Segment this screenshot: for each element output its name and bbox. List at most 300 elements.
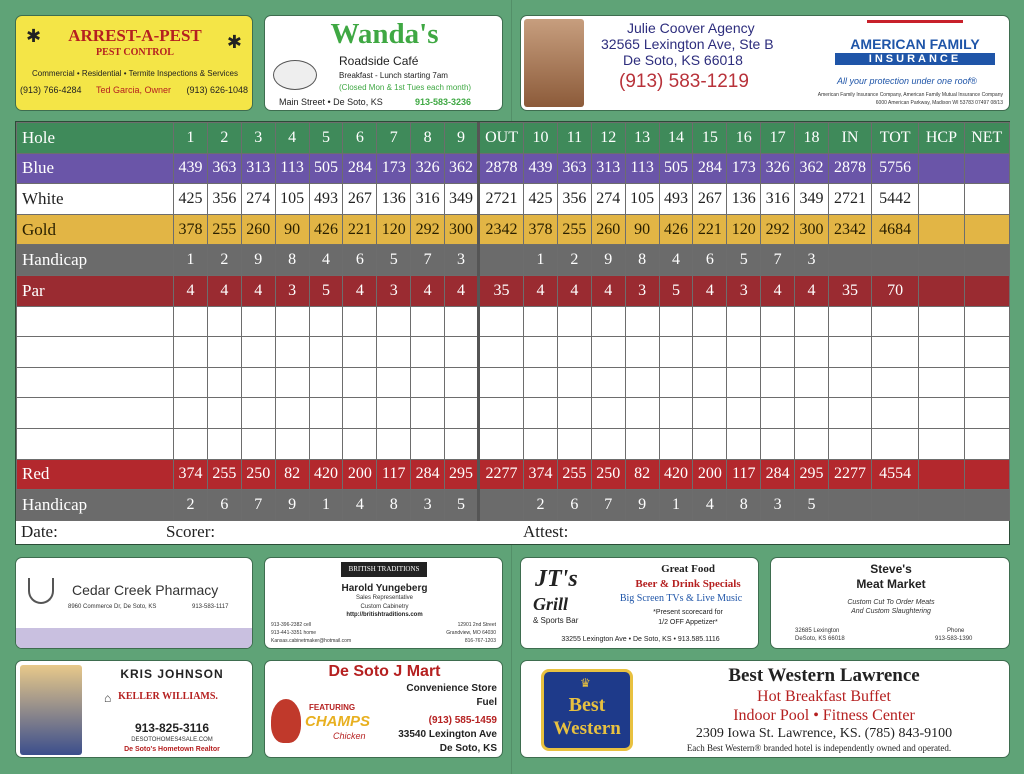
score-cell: 267	[343, 184, 377, 215]
ad-wandas	[264, 15, 503, 111]
score-entry-cell[interactable]	[445, 337, 479, 368]
score-entry-cell[interactable]	[964, 306, 1009, 337]
score-entry-cell[interactable]	[872, 306, 919, 337]
score-cell: 7	[377, 123, 411, 154]
score-entry-cell[interactable]	[625, 306, 659, 337]
ad-logo: JT's	[535, 566, 578, 592]
score-cell: 15	[693, 123, 727, 154]
score-entry-cell[interactable]	[174, 306, 208, 337]
score-cell: 4	[275, 123, 309, 154]
ad-logo: CHAMPS	[305, 713, 371, 730]
ad-phone: 913-583-3236	[415, 97, 472, 107]
ad-logo-sub: Chicken	[333, 731, 366, 741]
agency-street: 32565 Lexington Ave, Ste B	[601, 36, 774, 52]
score-cell	[872, 245, 919, 276]
score-entry-cell[interactable]	[872, 428, 919, 459]
score-cell: 3	[275, 275, 309, 306]
ad-title: Harold Yungeberg	[341, 583, 428, 594]
score-entry-cell[interactable]	[174, 428, 208, 459]
score-entry-cell[interactable]	[377, 337, 411, 368]
score-entry-cell[interactable]	[411, 367, 445, 398]
score-entry-cell[interactable]	[919, 428, 964, 459]
row-player	[17, 367, 1010, 398]
row-label: Par	[17, 275, 174, 306]
score-cell: 2	[174, 490, 208, 521]
score-entry-cell[interactable]	[207, 337, 241, 368]
ad-featuring: FEATURING	[309, 703, 356, 712]
scorer-label: Scorer:	[166, 522, 216, 541]
score-cell: 2342	[828, 214, 871, 245]
score-cell: 2	[207, 245, 241, 276]
brand-name: AMERICAN FAMILY	[850, 36, 980, 52]
score-cell: 284	[411, 459, 445, 490]
score-cell: 356	[207, 184, 241, 215]
score-cell: 6	[343, 245, 377, 276]
ad-phone: (913) 585-1459	[428, 715, 497, 726]
score-entry-cell[interactable]	[872, 337, 919, 368]
score-entry-cell[interactable]	[411, 428, 445, 459]
ad-brand: KELLER WILLIAMS.	[118, 691, 218, 702]
ant-icon: ✱	[226, 32, 242, 52]
score-entry-cell[interactable]	[377, 428, 411, 459]
score-cell: 200	[693, 459, 727, 490]
score-entry-cell[interactable]	[241, 398, 275, 429]
row-label: Hole	[17, 123, 174, 154]
score-cell	[964, 214, 1009, 245]
score-entry-cell[interactable]	[964, 337, 1009, 368]
score-cell: 4	[557, 275, 591, 306]
score-entry-cell[interactable]	[343, 306, 377, 337]
score-entry-cell[interactable]	[377, 367, 411, 398]
score-cell: 136	[727, 184, 761, 215]
score-entry-cell[interactable]	[693, 306, 727, 337]
score-entry-cell[interactable]	[828, 367, 871, 398]
ad-cell: 913-396-2382 cell	[271, 622, 312, 628]
score-cell	[919, 275, 964, 306]
score-cell: 374	[174, 459, 208, 490]
score-cell: 313	[591, 153, 625, 184]
score-entry-cell[interactable]	[343, 398, 377, 429]
score-entry-cell[interactable]	[557, 428, 591, 459]
row-player	[17, 428, 1010, 459]
row-label: Red	[17, 459, 174, 490]
agent-photo	[524, 19, 584, 107]
score-entry-cell[interactable]	[761, 398, 795, 429]
row-hole	[17, 123, 1010, 154]
row-blue	[17, 153, 1010, 184]
score-cell: 255	[557, 214, 591, 245]
score-entry-cell[interactable]	[478, 398, 523, 429]
score-entry-cell[interactable]	[919, 337, 964, 368]
score-cell: 300	[445, 214, 479, 245]
score-cell: 260	[591, 214, 625, 245]
score-cell	[919, 214, 964, 245]
score-entry-cell[interactable]	[659, 367, 693, 398]
score-cell: 2342	[478, 214, 523, 245]
attest-label: Attest:	[523, 522, 569, 541]
row-gold	[17, 214, 1010, 245]
score-entry-cell[interactable]	[591, 306, 625, 337]
ad-home: 913-441-3351 home	[271, 630, 317, 636]
score-entry-cell[interactable]	[524, 367, 558, 398]
score-cell: 284	[761, 459, 795, 490]
score-cell	[964, 153, 1009, 184]
fine-print: 6000 American Parkway, Madison WI 53783 07497 08/13	[875, 100, 1003, 106]
score-entry-cell[interactable]	[241, 306, 275, 337]
score-entry-cell[interactable]	[207, 306, 241, 337]
score-cell: 2878	[828, 153, 871, 184]
score-grid	[16, 122, 1010, 521]
ad-address: 2309 Iowa St. Lawrence, KS. (785) 843-9100	[695, 726, 953, 741]
ad-city: DeSoto, KS 66018	[795, 636, 845, 642]
score-cell: 5	[659, 275, 693, 306]
ad-logo: & Sports Bar	[533, 616, 579, 625]
score-cell: 5	[795, 490, 829, 521]
score-entry-cell[interactable]	[524, 306, 558, 337]
score-cell: TOT	[872, 123, 919, 154]
score-cell: 2878	[478, 153, 523, 184]
score-entry-cell[interactable]	[727, 306, 761, 337]
score-entry-cell[interactable]	[557, 367, 591, 398]
score-cell: 3	[411, 490, 445, 521]
sign-row	[16, 518, 1009, 545]
score-cell: 7	[591, 490, 625, 521]
score-entry-cell[interactable]	[207, 367, 241, 398]
score-entry-cell[interactable]	[411, 306, 445, 337]
score-cell: 493	[309, 184, 343, 215]
score-entry-cell[interactable]	[309, 306, 343, 337]
score-entry-cell[interactable]	[275, 428, 309, 459]
ad-line: Custom Cut To Order Meats	[847, 599, 935, 606]
score-cell: 82	[275, 459, 309, 490]
score-entry-cell[interactable]	[625, 337, 659, 368]
score-cell: 3	[727, 275, 761, 306]
ad-jts-grill	[520, 557, 759, 649]
score-entry-cell[interactable]	[478, 337, 523, 368]
score-cell: 313	[241, 153, 275, 184]
score-entry-cell[interactable]	[659, 398, 693, 429]
score-cell: 316	[411, 184, 445, 215]
score-cell: 6	[343, 123, 377, 154]
row-white	[17, 184, 1010, 215]
score-cell: 173	[727, 153, 761, 184]
score-cell: 425	[174, 184, 208, 215]
score-entry-cell[interactable]	[478, 428, 523, 459]
ad-phone: 913-583-1117	[192, 604, 229, 610]
score-entry-cell[interactable]	[174, 337, 208, 368]
row-label: White	[17, 184, 174, 215]
score-cell: 3	[761, 490, 795, 521]
score-entry-cell[interactable]	[761, 367, 795, 398]
score-entry-cell[interactable]	[343, 367, 377, 398]
ad-de-soto-j-mart	[264, 660, 503, 758]
ad-steves-meat-market	[770, 557, 1010, 649]
score-entry-cell[interactable]	[795, 306, 829, 337]
ad-line: Beer & Drink Specials	[635, 578, 741, 590]
score-cell: 6	[693, 245, 727, 276]
ad-phone: 913-583-1390	[935, 636, 973, 642]
score-entry-cell[interactable]	[524, 398, 558, 429]
score-entry-cell[interactable]	[872, 398, 919, 429]
score-entry-cell[interactable]	[659, 337, 693, 368]
score-entry-cell[interactable]	[478, 306, 523, 337]
score-entry-cell[interactable]	[557, 306, 591, 337]
score-cell: HCP	[919, 123, 964, 154]
row-label: Gold	[17, 214, 174, 245]
score-cell: 8	[411, 123, 445, 154]
score-entry-cell[interactable]	[411, 337, 445, 368]
score-cell: 7	[241, 490, 275, 521]
score-entry-cell[interactable]	[17, 306, 174, 337]
score-entry-cell[interactable]	[275, 367, 309, 398]
score-entry-cell[interactable]	[964, 367, 1009, 398]
score-cell	[964, 490, 1009, 521]
score-cell: 255	[207, 214, 241, 245]
score-cell: 378	[174, 214, 208, 245]
score-cell: 4	[241, 275, 275, 306]
ad-line: Indoor Pool • Fitness Center	[733, 707, 915, 724]
ad-phone: (913) 626-1048	[186, 85, 248, 95]
row-player	[17, 337, 1010, 368]
score-cell: 18	[795, 123, 829, 154]
score-entry-cell[interactable]	[275, 398, 309, 429]
row-label: Blue	[17, 153, 174, 184]
score-entry-cell[interactable]	[761, 428, 795, 459]
score-cell: 4	[207, 275, 241, 306]
ad-title: KRIS JOHNSON	[120, 667, 224, 681]
score-cell: 5	[445, 490, 479, 521]
row-player	[17, 306, 1010, 337]
score-entry-cell[interactable]	[591, 398, 625, 429]
score-cell: 260	[241, 214, 275, 245]
score-cell: 8	[625, 245, 659, 276]
score-entry-cell[interactable]	[964, 428, 1009, 459]
score-entry-cell[interactable]	[659, 428, 693, 459]
score-cell: 117	[377, 459, 411, 490]
score-entry-cell[interactable]	[727, 398, 761, 429]
score-entry-cell[interactable]	[591, 337, 625, 368]
cafe-logo	[273, 60, 317, 90]
score-entry-cell[interactable]	[174, 398, 208, 429]
score-cell	[919, 459, 964, 490]
score-entry-cell[interactable]	[625, 367, 659, 398]
score-cell: 8	[275, 245, 309, 276]
score-entry-cell[interactable]	[445, 306, 479, 337]
ad-harold-yungeberg	[264, 557, 503, 649]
score-entry-cell[interactable]	[919, 367, 964, 398]
ad-line: Hot Breakfast Buffet	[757, 688, 891, 705]
score-cell: 2721	[828, 184, 871, 215]
score-entry-cell[interactable]	[727, 337, 761, 368]
logo-text: Western	[553, 718, 621, 739]
score-cell	[964, 275, 1009, 306]
score-entry-cell[interactable]	[557, 337, 591, 368]
score-entry-cell[interactable]	[524, 428, 558, 459]
score-entry-cell[interactable]	[17, 337, 174, 368]
score-cell: 4	[795, 275, 829, 306]
score-entry-cell[interactable]	[557, 398, 591, 429]
score-entry-cell[interactable]	[659, 306, 693, 337]
score-cell: 4	[343, 490, 377, 521]
score-cell: 221	[343, 214, 377, 245]
score-cell: 4	[693, 275, 727, 306]
score-entry-cell[interactable]	[795, 428, 829, 459]
score-cell: 2277	[478, 459, 523, 490]
score-entry-cell[interactable]	[377, 306, 411, 337]
score-cell: 221	[693, 214, 727, 245]
ad-tagline: De Soto's Hometown Realtor	[124, 746, 220, 753]
score-cell: 4	[761, 275, 795, 306]
ad-title: Cedar Creek Pharmacy	[72, 582, 219, 598]
score-cell	[919, 245, 964, 276]
score-cell: 425	[524, 184, 558, 215]
score-entry-cell[interactable]	[174, 367, 208, 398]
ad-brand: BRITISH TRADITIONS	[341, 562, 427, 577]
score-entry-cell[interactable]	[275, 337, 309, 368]
score-entry-cell[interactable]	[693, 428, 727, 459]
score-cell: 136	[377, 184, 411, 215]
score-entry-cell[interactable]	[207, 398, 241, 429]
score-entry-cell[interactable]	[275, 306, 309, 337]
brand-bar: INSURANCE	[835, 53, 995, 65]
score-entry-cell[interactable]	[241, 367, 275, 398]
score-entry-cell[interactable]	[625, 398, 659, 429]
ad-address: 33255 Lexington Ave • De Soto, KS • 913.585.1116	[561, 636, 720, 643]
score-entry-cell[interactable]	[872, 367, 919, 398]
score-entry-cell[interactable]	[445, 428, 479, 459]
score-entry-cell[interactable]	[478, 367, 523, 398]
score-cell: 300	[795, 214, 829, 245]
score-entry-cell[interactable]	[411, 398, 445, 429]
score-entry-cell[interactable]	[727, 367, 761, 398]
score-cell: 267	[693, 184, 727, 215]
ad-line: Fuel	[476, 697, 497, 708]
score-cell: 4	[524, 275, 558, 306]
score-entry-cell[interactable]	[241, 337, 275, 368]
score-entry-cell[interactable]	[591, 367, 625, 398]
score-cell: 117	[727, 459, 761, 490]
score-cell: 426	[659, 214, 693, 245]
score-cell: 1	[309, 490, 343, 521]
score-cell: 173	[377, 153, 411, 184]
ant-icon: ✱	[26, 26, 42, 46]
score-entry-cell[interactable]	[343, 337, 377, 368]
ad-line: 1/2 OFF Appetizer*	[658, 619, 718, 626]
score-entry-cell[interactable]	[309, 428, 343, 459]
score-cell: 9	[445, 123, 479, 154]
ad-title: Steve's	[870, 562, 912, 576]
score-cell	[964, 245, 1009, 276]
score-entry-cell[interactable]	[828, 398, 871, 429]
score-entry-cell[interactable]	[795, 337, 829, 368]
score-entry-cell[interactable]	[828, 306, 871, 337]
score-entry-cell[interactable]	[17, 428, 174, 459]
score-entry-cell[interactable]	[693, 367, 727, 398]
score-entry-cell[interactable]	[17, 398, 174, 429]
ad-street: 12901 2nd Street	[457, 622, 496, 628]
ad-kris-johnson	[15, 660, 253, 758]
score-cell	[872, 490, 919, 521]
score-cell: 9	[591, 245, 625, 276]
score-entry-cell[interactable]	[241, 428, 275, 459]
score-entry-cell[interactable]	[207, 428, 241, 459]
score-cell: 4684	[872, 214, 919, 245]
score-entry-cell[interactable]	[17, 367, 174, 398]
score-entry-cell[interactable]	[524, 337, 558, 368]
score-entry-cell[interactable]	[964, 398, 1009, 429]
agency-name: Julie Coover Agency	[627, 20, 755, 36]
score-entry-cell[interactable]	[591, 428, 625, 459]
score-cell: 2277	[828, 459, 871, 490]
score-cell: 2	[207, 123, 241, 154]
score-cell: 1	[659, 490, 693, 521]
score-entry-cell[interactable]	[693, 337, 727, 368]
score-cell: 70	[872, 275, 919, 306]
score-entry-cell[interactable]	[919, 306, 964, 337]
ad-services: Commercial • Residential • Termite Inspections & Services	[32, 69, 238, 78]
score-cell	[478, 245, 523, 276]
score-cell: 5	[377, 245, 411, 276]
ad-subtitle: Roadside Café	[339, 54, 419, 68]
score-entry-cell[interactable]	[343, 428, 377, 459]
score-entry-cell[interactable]	[761, 306, 795, 337]
score-entry-cell[interactable]	[445, 398, 479, 429]
score-entry-cell[interactable]	[761, 337, 795, 368]
ad-line: Convenience Store	[406, 683, 497, 694]
ad-title: Wanda's	[330, 18, 439, 50]
ad-title: Meat Market	[856, 577, 926, 591]
score-cell: 426	[309, 214, 343, 245]
score-entry-cell[interactable]	[919, 398, 964, 429]
score-cell: 378	[524, 214, 558, 245]
score-entry-cell[interactable]	[693, 398, 727, 429]
score-entry-cell[interactable]	[828, 428, 871, 459]
ad-email: Kansas.cabinetmaker@hotmail.com	[271, 638, 352, 644]
score-entry-cell[interactable]	[309, 398, 343, 429]
score-entry-cell[interactable]	[828, 337, 871, 368]
score-cell: 362	[795, 153, 829, 184]
ad-logo: Grill	[533, 594, 569, 614]
score-cell: 326	[411, 153, 445, 184]
score-cell: 316	[761, 184, 795, 215]
ad-line: Big Screen TVs & Live Music	[619, 593, 743, 604]
score-entry-cell[interactable]	[309, 337, 343, 368]
ad-title: Best Western Lawrence	[728, 665, 920, 686]
score-entry-cell[interactable]	[795, 367, 829, 398]
score-cell: 292	[411, 214, 445, 245]
score-cell: 90	[625, 214, 659, 245]
score-cell: 82	[625, 459, 659, 490]
ad-title: ARREST-A-PEST	[68, 26, 202, 45]
ad-subtitle: PEST CONTROL	[96, 47, 174, 58]
score-cell	[964, 459, 1009, 490]
score-entry-cell[interactable]	[625, 428, 659, 459]
row-label: Handicap	[17, 245, 174, 276]
score-entry-cell[interactable]	[309, 367, 343, 398]
score-cell: OUT	[478, 123, 523, 154]
score-cell	[919, 184, 964, 215]
ad-web: DESOTOHOMES4SALE.COM	[131, 737, 213, 743]
ad-julie-coover	[520, 15, 1010, 111]
score-entry-cell[interactable]	[377, 398, 411, 429]
score-entry-cell[interactable]	[445, 367, 479, 398]
score-cell: 284	[343, 153, 377, 184]
score-entry-cell[interactable]	[795, 398, 829, 429]
score-cell: 420	[659, 459, 693, 490]
score-cell: 505	[309, 153, 343, 184]
score-entry-cell[interactable]	[727, 428, 761, 459]
score-cell: 4	[343, 275, 377, 306]
